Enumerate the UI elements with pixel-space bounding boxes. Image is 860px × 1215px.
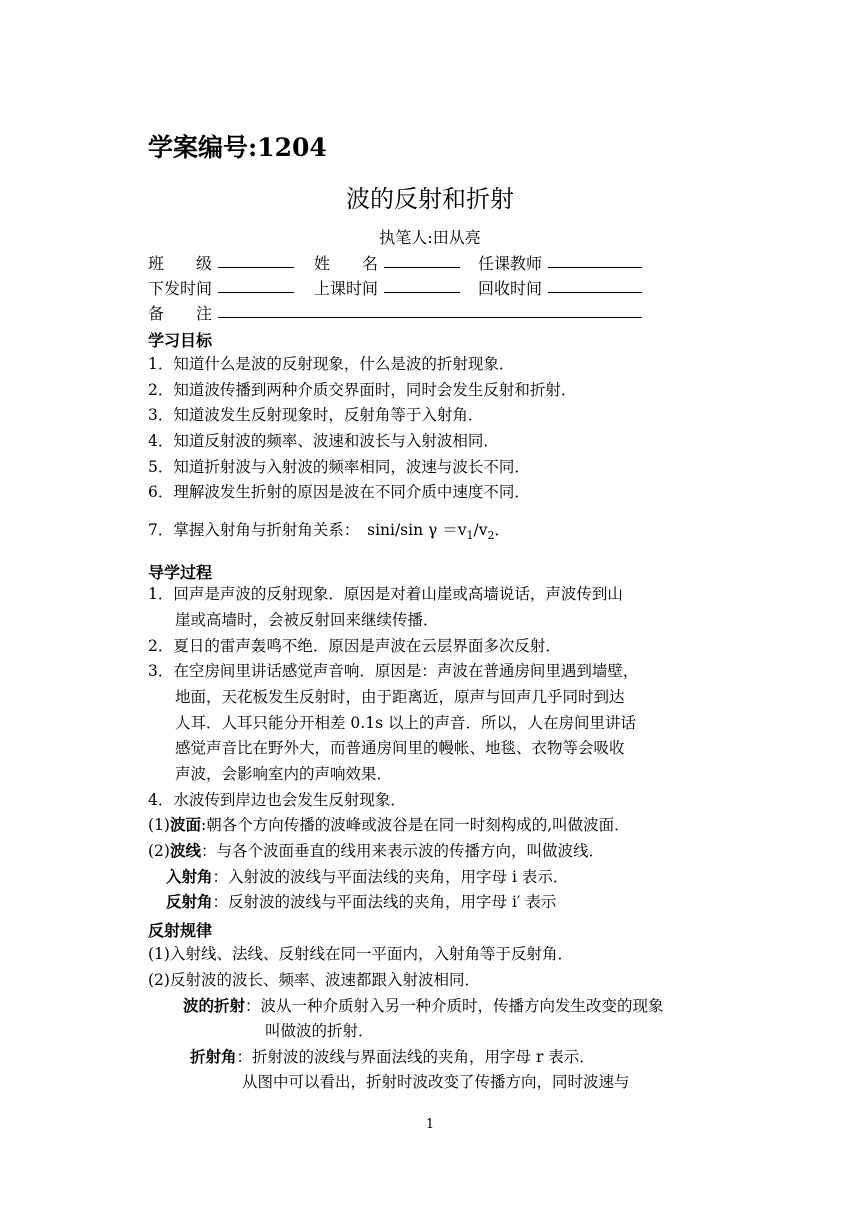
reflection-angle-definition <box>166 892 556 912</box>
refraction-term: 波的折射 <box>183 997 246 1015</box>
process-line: 4．水波传到岸边也会发生反射现象． <box>148 791 406 809</box>
process-line: 2．夏日的雷声轰鸣不绝．原因是声波在云层界面多次反射． <box>148 637 561 655</box>
process-line: 地面，天花板发生反射时，由于距离近，原声与回声几乎同时到达 <box>175 688 625 706</box>
collect-blank[interactable] <box>548 276 642 293</box>
incident-term: 入射角 <box>166 868 213 886</box>
incident-angle-definition <box>166 867 568 887</box>
issue-label: 下发时间 <box>148 279 213 298</box>
process-line: 感觉声音比在野外大，而普通房间里的幔帐、地毯、衣物等会吸收 <box>175 739 625 757</box>
process-heading: 导学过程 <box>148 563 213 582</box>
refraction-definition-cont: 叫做波的折射． <box>265 1022 374 1040</box>
waveline-definition <box>148 841 604 861</box>
goal-item: 3．知道波发生反射现象时，反射角等于入射角． <box>148 406 484 424</box>
wavefront-term: 波面 <box>169 816 201 834</box>
law-item: (2)反射波的波长、频率、波速都跟入射波相同． <box>148 971 480 989</box>
note-blank[interactable] <box>218 301 642 318</box>
page-title: 波的反射和折射 <box>346 185 514 213</box>
waveline-num: (2) <box>148 842 170 860</box>
goal-item: 1．知道什么是波的反射现象，什么是波的折射现象． <box>148 355 515 373</box>
formula-sub-1: 1 <box>466 529 474 542</box>
page-number: 1 <box>425 1117 435 1132</box>
process-line: 3．在空房间里讲话感觉声音响．原因是：声波在普通房间里遇到墙壁， <box>148 662 639 680</box>
refraction-definition <box>183 996 664 1016</box>
class-label: 班 级 <box>148 254 213 273</box>
refr-angle-term: 折射角 <box>190 1048 237 1066</box>
formula-end: ． <box>494 521 510 539</box>
process-line: 崖或高墙时，会被反射回来继续传播． <box>175 611 439 629</box>
refraction-angle-definition <box>190 1047 595 1067</box>
refraction-text: ：波从一种介质射入另一种介质时，传播方向发生改变的现象 <box>245 997 664 1015</box>
teacher-label: 任课教师 <box>478 254 543 273</box>
lesson-label: 上课时间 <box>314 279 379 298</box>
reflect-text: ：反射波的波线与平面法线的夹角，用字母 i′ 表示 <box>212 893 557 911</box>
formula-sub-2: 2 <box>487 529 495 542</box>
body-last-line: 从图中可以看出，折射时波改变了传播方向，同时波速与 <box>242 1073 630 1091</box>
formula-prefix: 7．掌握入射角与折射角关系： sini/sin γ ＝v <box>148 521 467 539</box>
goals-heading: 学习目标 <box>148 331 213 350</box>
goal-item: 6．理解波发生折射的原因是波在不同介质中速度不同． <box>148 483 530 501</box>
process-line: 人耳．人耳只能分开相差 0.1s 以上的声音．所以，人在房间里讲话 <box>175 714 636 732</box>
name-blank[interactable] <box>384 251 460 268</box>
goal-item: 4．知道反射波的频率、波速和波长与入射波相同． <box>148 432 499 450</box>
reflect-term: 反射角 <box>166 893 213 911</box>
note-label: 备 注 <box>148 304 213 323</box>
goal-item-formula <box>148 520 510 546</box>
incident-text: ：入射波的波线与平面法线的夹角，用字母 i 表示． <box>212 868 569 886</box>
doc-code: 学案编号:1204 <box>148 133 327 162</box>
waveline-text: ：与各个波面垂直的线用来表示波的传播方向，叫做波线． <box>200 842 604 860</box>
class-blank[interactable] <box>218 251 294 268</box>
collect-label: 回收时间 <box>478 279 543 298</box>
wavefront-text: :朝各个方向传播的波峰或波谷是在同一时刻构成的,叫做波面． <box>200 816 630 834</box>
refr-angle-text: ：折射波的波线与界面法线的夹角，用字母 r 表示． <box>236 1048 595 1066</box>
wavefront-num: (1) <box>148 816 170 834</box>
author-line: 执笔人:田从亮 <box>379 228 481 247</box>
name-label: 姓 名 <box>314 254 379 273</box>
process-line: 1．回声是声波的反射现象．原因是对着山崖或高墙说话，声波传到山 <box>148 585 623 603</box>
formula-mid: /v <box>473 521 488 539</box>
teacher-blank[interactable] <box>548 251 642 268</box>
goal-item: 5．知道折射波与入射波的频率相同，波速与波长不同． <box>148 458 530 476</box>
law-heading: 反射规律 <box>148 921 213 940</box>
issue-blank[interactable] <box>218 276 294 293</box>
lesson-blank[interactable] <box>384 276 460 293</box>
law-item: (1)入射线、法线、反射线在同一平面内，入射角等于反射角． <box>148 945 573 963</box>
waveline-term: 波线 <box>169 842 201 860</box>
wavefront-definition <box>148 815 630 835</box>
goal-item: 2．知道波传播到两种介质交界面时，同时会发生反射和折射． <box>148 381 577 399</box>
process-line: 声波，会影响室内的声响效果． <box>175 765 393 783</box>
